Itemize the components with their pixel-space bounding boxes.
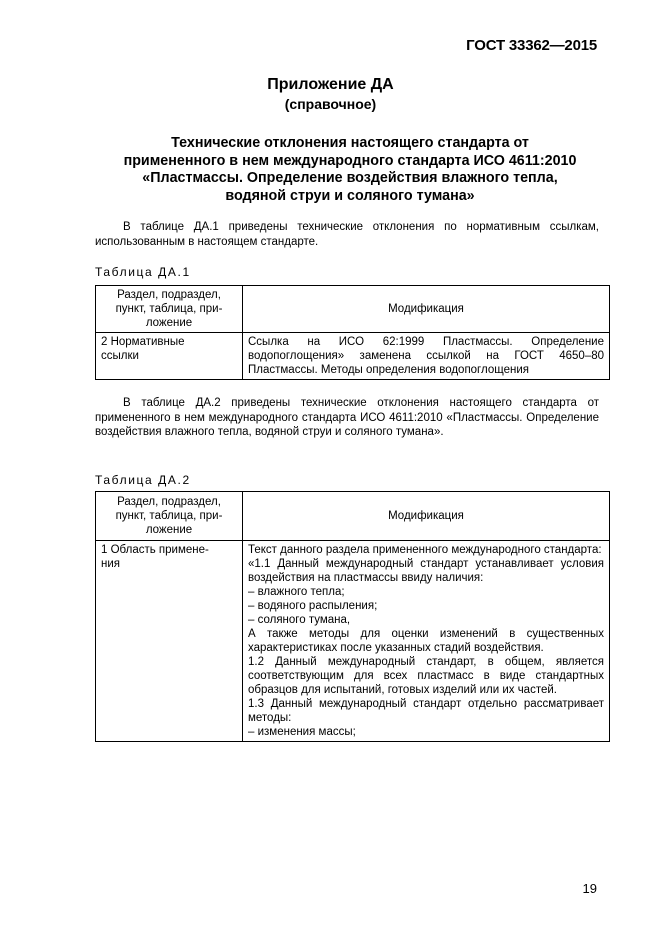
intro-paragraph-2 [95, 396, 599, 440]
intro-paragraph-1 [95, 220, 599, 249]
header-line: пункт, таблица, при- [115, 303, 223, 315]
table-header-row [96, 492, 610, 541]
table-row [96, 541, 610, 742]
paragraph-text: В таблице ДА.2 приведены технические отклонения настоящего стандарта от примененного в нем международного стандарта ИСО 4611:2010 «Пластмассы. Определение воздействия влажного тепла, водяной струи и соляного тумана». [95, 397, 599, 438]
header-line: пункт, таблица, при- [115, 510, 223, 522]
cell-line: ссылки [101, 350, 139, 362]
cell-modification: Ссылка на ИСО 62:1999 Пластмассы. Определение водопоглощения» заменена ссылкой на ГОСТ 4650–80 Пластмассы. Методы определения водопоглощения [243, 333, 610, 380]
cell-line: – изменения массы; [248, 726, 356, 738]
page-number: 19 [582, 881, 597, 896]
header-line: ложение [145, 524, 193, 536]
cell-modification [243, 541, 610, 742]
paragraph-text: В таблице ДА.1 приведены технические отклонения по нормативным ссылкам, использованным в настоящем стандарте. [95, 221, 599, 248]
header-line: Раздел, подраздел, [117, 496, 221, 508]
cell-line: – соляного тумана, [248, 614, 351, 626]
appendix-title: Приложение ДА [267, 76, 394, 93]
header-line: ложение [145, 317, 193, 329]
table-2 [95, 491, 610, 742]
cell-line: 2 Нормативные [101, 336, 185, 348]
header-line: Раздел, подраздел, [117, 289, 221, 301]
cell-line: 1 Область примене- [101, 544, 209, 556]
heading-line: водяной струи и соляного тумана» [225, 187, 475, 204]
cell-line: 1.2 Данный международный стандарт, в общем, является соответствующим для всех пластмасс в виде стандартных образцов для испытаний, готовых изделий или их частей. [248, 656, 604, 696]
table-1-caption: Таблица ДА.1 [95, 265, 191, 279]
heading-line: «Пластмассы. Определение воздействия влажного тепла, [142, 170, 558, 186]
cell-line: 1.3 Данный международный стандарт отдельно рассматривает методы: [248, 698, 604, 724]
cell-line: – влажного тепла; [248, 586, 345, 598]
table-1 [95, 285, 610, 380]
table-header-row [96, 286, 610, 333]
header-modification: Модификация [243, 492, 610, 541]
header-section [96, 286, 243, 333]
table-row [96, 333, 610, 380]
appendix-heading [60, 135, 640, 205]
cell-line: – водяного распыления; [248, 600, 378, 612]
header-modification: Модификация [243, 286, 610, 333]
table-2-caption: Таблица ДА.2 [95, 473, 191, 487]
cell-line: Текст данного раздела примененного международного стандарта: [248, 544, 602, 556]
cell-line: «1.1 Данный международный стандарт устанавливает условия воздействия на пластмассы ввиду наличия: [248, 558, 604, 584]
heading-line: Технические отклонения настоящего стандарта от [171, 135, 529, 151]
heading-line: примененного в нем международного стандарта ИСО 4611:2010 [123, 152, 577, 169]
cell-section [96, 333, 243, 380]
appendix-subtitle: (справочное) [284, 96, 377, 112]
standard-number: ГОСТ 33362—2015 [466, 37, 597, 54]
header-section [96, 492, 243, 541]
cell-line: А также методы для оценки изменений в существенных характеристиках после указанных стадий воздействия. [248, 628, 604, 654]
cell-section [96, 541, 243, 742]
cell-line: ния [101, 558, 121, 570]
